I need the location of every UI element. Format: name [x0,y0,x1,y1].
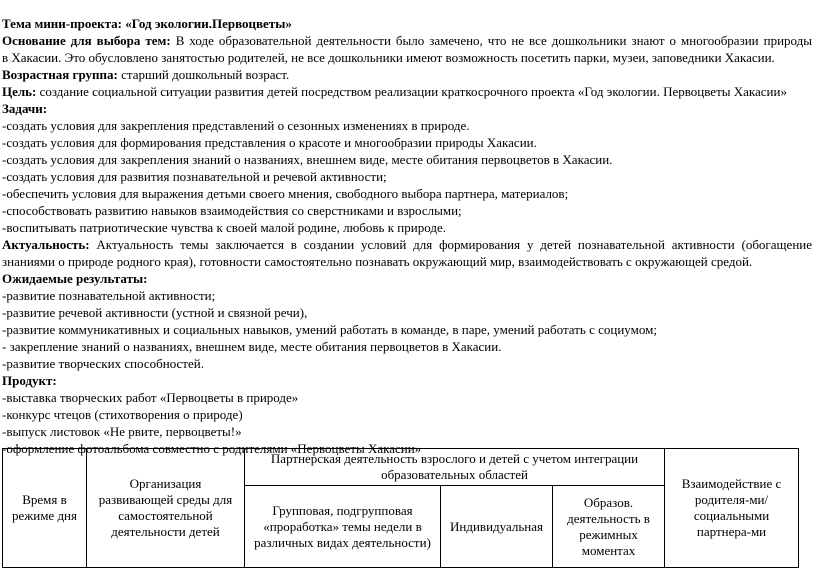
relevance-line-1 [2,236,812,253]
header-individual: Индивидуальная [441,486,553,568]
basis-line-2: в Хакасии. Это обусловлено занятостью родителей, не все дошкольники имеют возможность посетить парки, музеи, заповедники Хакасии. [2,50,775,65]
relevance-line-2: знаниями о природе родного края), готовности самостоятельно познавать окружающий мир, взаимодействовать с окружающей средой. [2,254,753,269]
basis-label: Основание для выбора тем: [2,33,171,48]
goal-label: Цель: [2,84,37,99]
product-heading: Продукт: [2,373,57,388]
age-label: Возрастная группа: [2,67,118,82]
relevance-label: Актуальность: [2,237,90,252]
basis-line-1 [2,32,812,49]
task-item: -создать условия для формирования представления о красоте и многообразии природы Хакасии. [2,135,537,150]
result-item: -развитие коммуникативных и социальных навыков, умений работать в команде, в паре, умений работать с социумом; [2,322,657,337]
task-item: -способствовать развитию навыков взаимодействия со сверстниками и взрослыми; [2,203,462,218]
product-item: -конкурс чтецов (стихотворения о природе) [2,407,243,422]
result-item: -развитие речевой активности (устной и связной речи), [2,305,308,320]
header-partnership: Партнерская деятельность взрослого и детей с учетом интеграции образовательных областей [245,449,665,486]
header-example: Образов. деятельность в режимных моментах [553,486,665,568]
goal-value: создание социальной ситуации развития детей посредством реализации краткосрочного проекта «Год экологии. Первоцветы Хакасии» [39,84,787,99]
tasks-heading: Задачи: [2,101,48,116]
project-title [2,15,812,32]
relevance-text-1: Актуальность темы заключается в создании условий для формирования у детей познавательной активности (обогащение [96,237,813,252]
task-item: -обеспечить условия для выражения детьми своего мнения, свободного выбора партнера, материалов; [2,186,569,201]
age-group [2,66,812,83]
task-item: -создать условия для развития познавательной и речевой активности; [2,169,387,184]
result-item: -развитие творческих способностей. [2,356,204,371]
product-item: -выставка творческих работ «Первоцветы в природе» [2,390,299,405]
task-item: -создать условия для закрепления представлений о сезонных изменениях в природе. [2,118,470,133]
product-item: -оформление фотоальбома совместно с родителями «Первоцветы Хакасии» [2,441,422,456]
header-interaction: Взаимодействие с родителя-ми/ социальными партнера-ми [665,449,799,568]
result-item: -развитие познавательной активности; [2,288,216,303]
results-heading: Ожидаемые результаты: [2,271,148,286]
header-group: Групповая, подгрупповая «проработка» темы недели в различных видах деятельности) [245,486,441,568]
title-value: «Год экологии.Первоцветы» [125,16,292,31]
result-item: - закрепление знаний о названиях, внешнем виде, месте обитания первоцветов в Хакасии. [2,339,502,354]
task-item: -создать условия для закрепления знаний о названиях, внешнем виде, месте обитания первоцветов в Хакасии. [2,152,613,167]
age-value: старший дошкольный возраст. [121,67,290,82]
header-environment: Организация развивающей среды для самостоятельной деятельности детей [87,449,245,568]
goal [2,83,812,100]
product-item: -выпуск листовок «Не рвите, первоцветы!» [2,424,242,439]
task-item: -воспитывать патриотические чувства к своей малой родине, любовь к природе. [2,220,446,235]
activity-table [2,448,799,568]
basis-text-1: В ходе образовательной деятельности было замечено, что не все дошкольники знают о многообразии природы [175,33,813,48]
header-time: Время в режиме дня [3,449,87,568]
document-text [2,15,812,457]
title-label: Тема мини-проекта: [2,16,122,31]
